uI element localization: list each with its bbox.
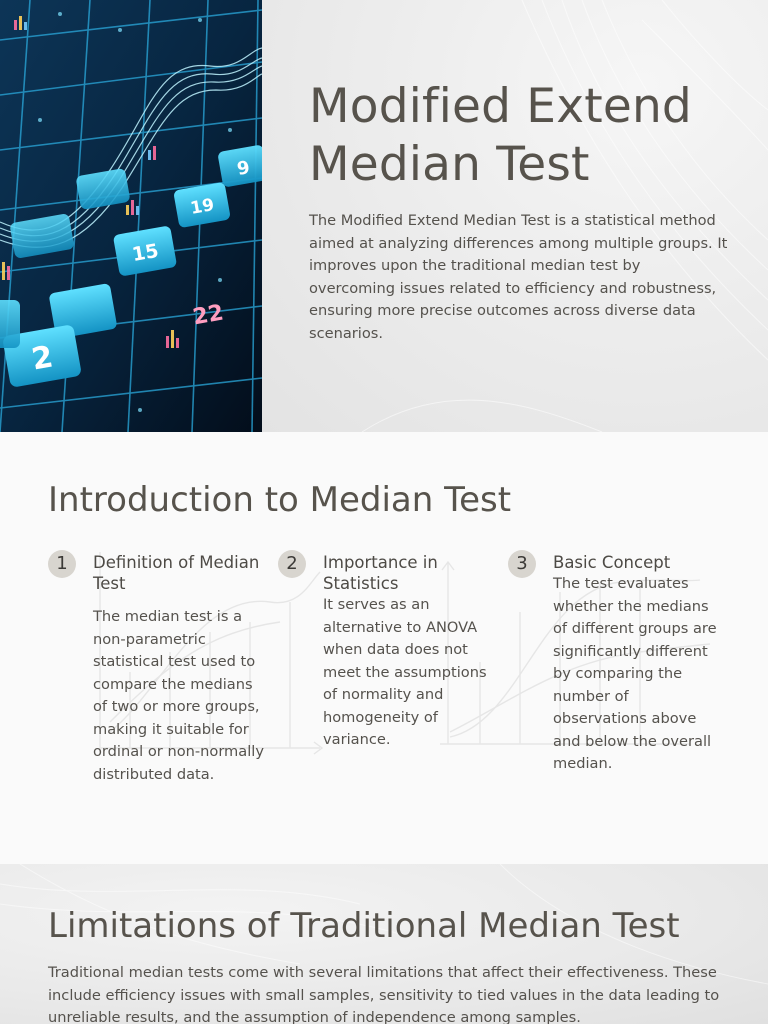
item-number-badge: 1 [48,550,76,578]
tile-label-9: 9 [235,157,252,180]
item-number-badge: 3 [508,550,536,578]
introduction-heading: Introduction to Median Test [48,480,512,520]
data-grid-illustration [0,0,262,432]
limitations-heading: Limitations of Traditional Median Test [48,906,680,946]
hero-panel [262,0,768,432]
item-body: The median test is a non-parametric statistical test used to compare the medians of two or more groups, making it suitable for ordinal or non-normally distributed data. [93,608,264,783]
hero-image [0,0,262,432]
introduction-section [0,432,768,864]
tile-label-15: 15 [130,239,161,267]
item-title: Basic Concept [553,553,671,572]
page-title: Modified Extend Median Test [309,79,692,192]
hero-description: The Modified Extend Median Test is a statistical method aimed at analyzing differences among multiple groups. It improves upon the traditional median test by overcoming issues related to efficiency and robustness, ensuring more precise outcomes across diverse data scenarios. [309,212,728,342]
item-title: Importance in Statistics [323,553,438,593]
limitations-body: Traditional median tests come with several limitations that affect their effectiveness. These include efficiency issues with small samples, sensitivity to tied values in the data leading to unreliable results, and the assumption of independence among samples. [48,964,720,1024]
tile-label-19: 19 [188,195,216,219]
item-number-badge: 2 [278,550,306,578]
hero-section [0,0,768,432]
item-body: The test evaluates whether the medians of different groups are significantly different by comparing the number of observations above and below the overall median. [553,575,717,772]
limitations-section [0,864,768,1024]
item-body: It serves as an alternative to ANOVA when data does not meet the assumptions of normality and homogeneity of variance. [323,596,487,748]
tile-label-22: 22 [191,300,226,331]
item-title: Definition of Median Test [93,553,260,593]
tile-label-2: 2 [29,339,56,378]
